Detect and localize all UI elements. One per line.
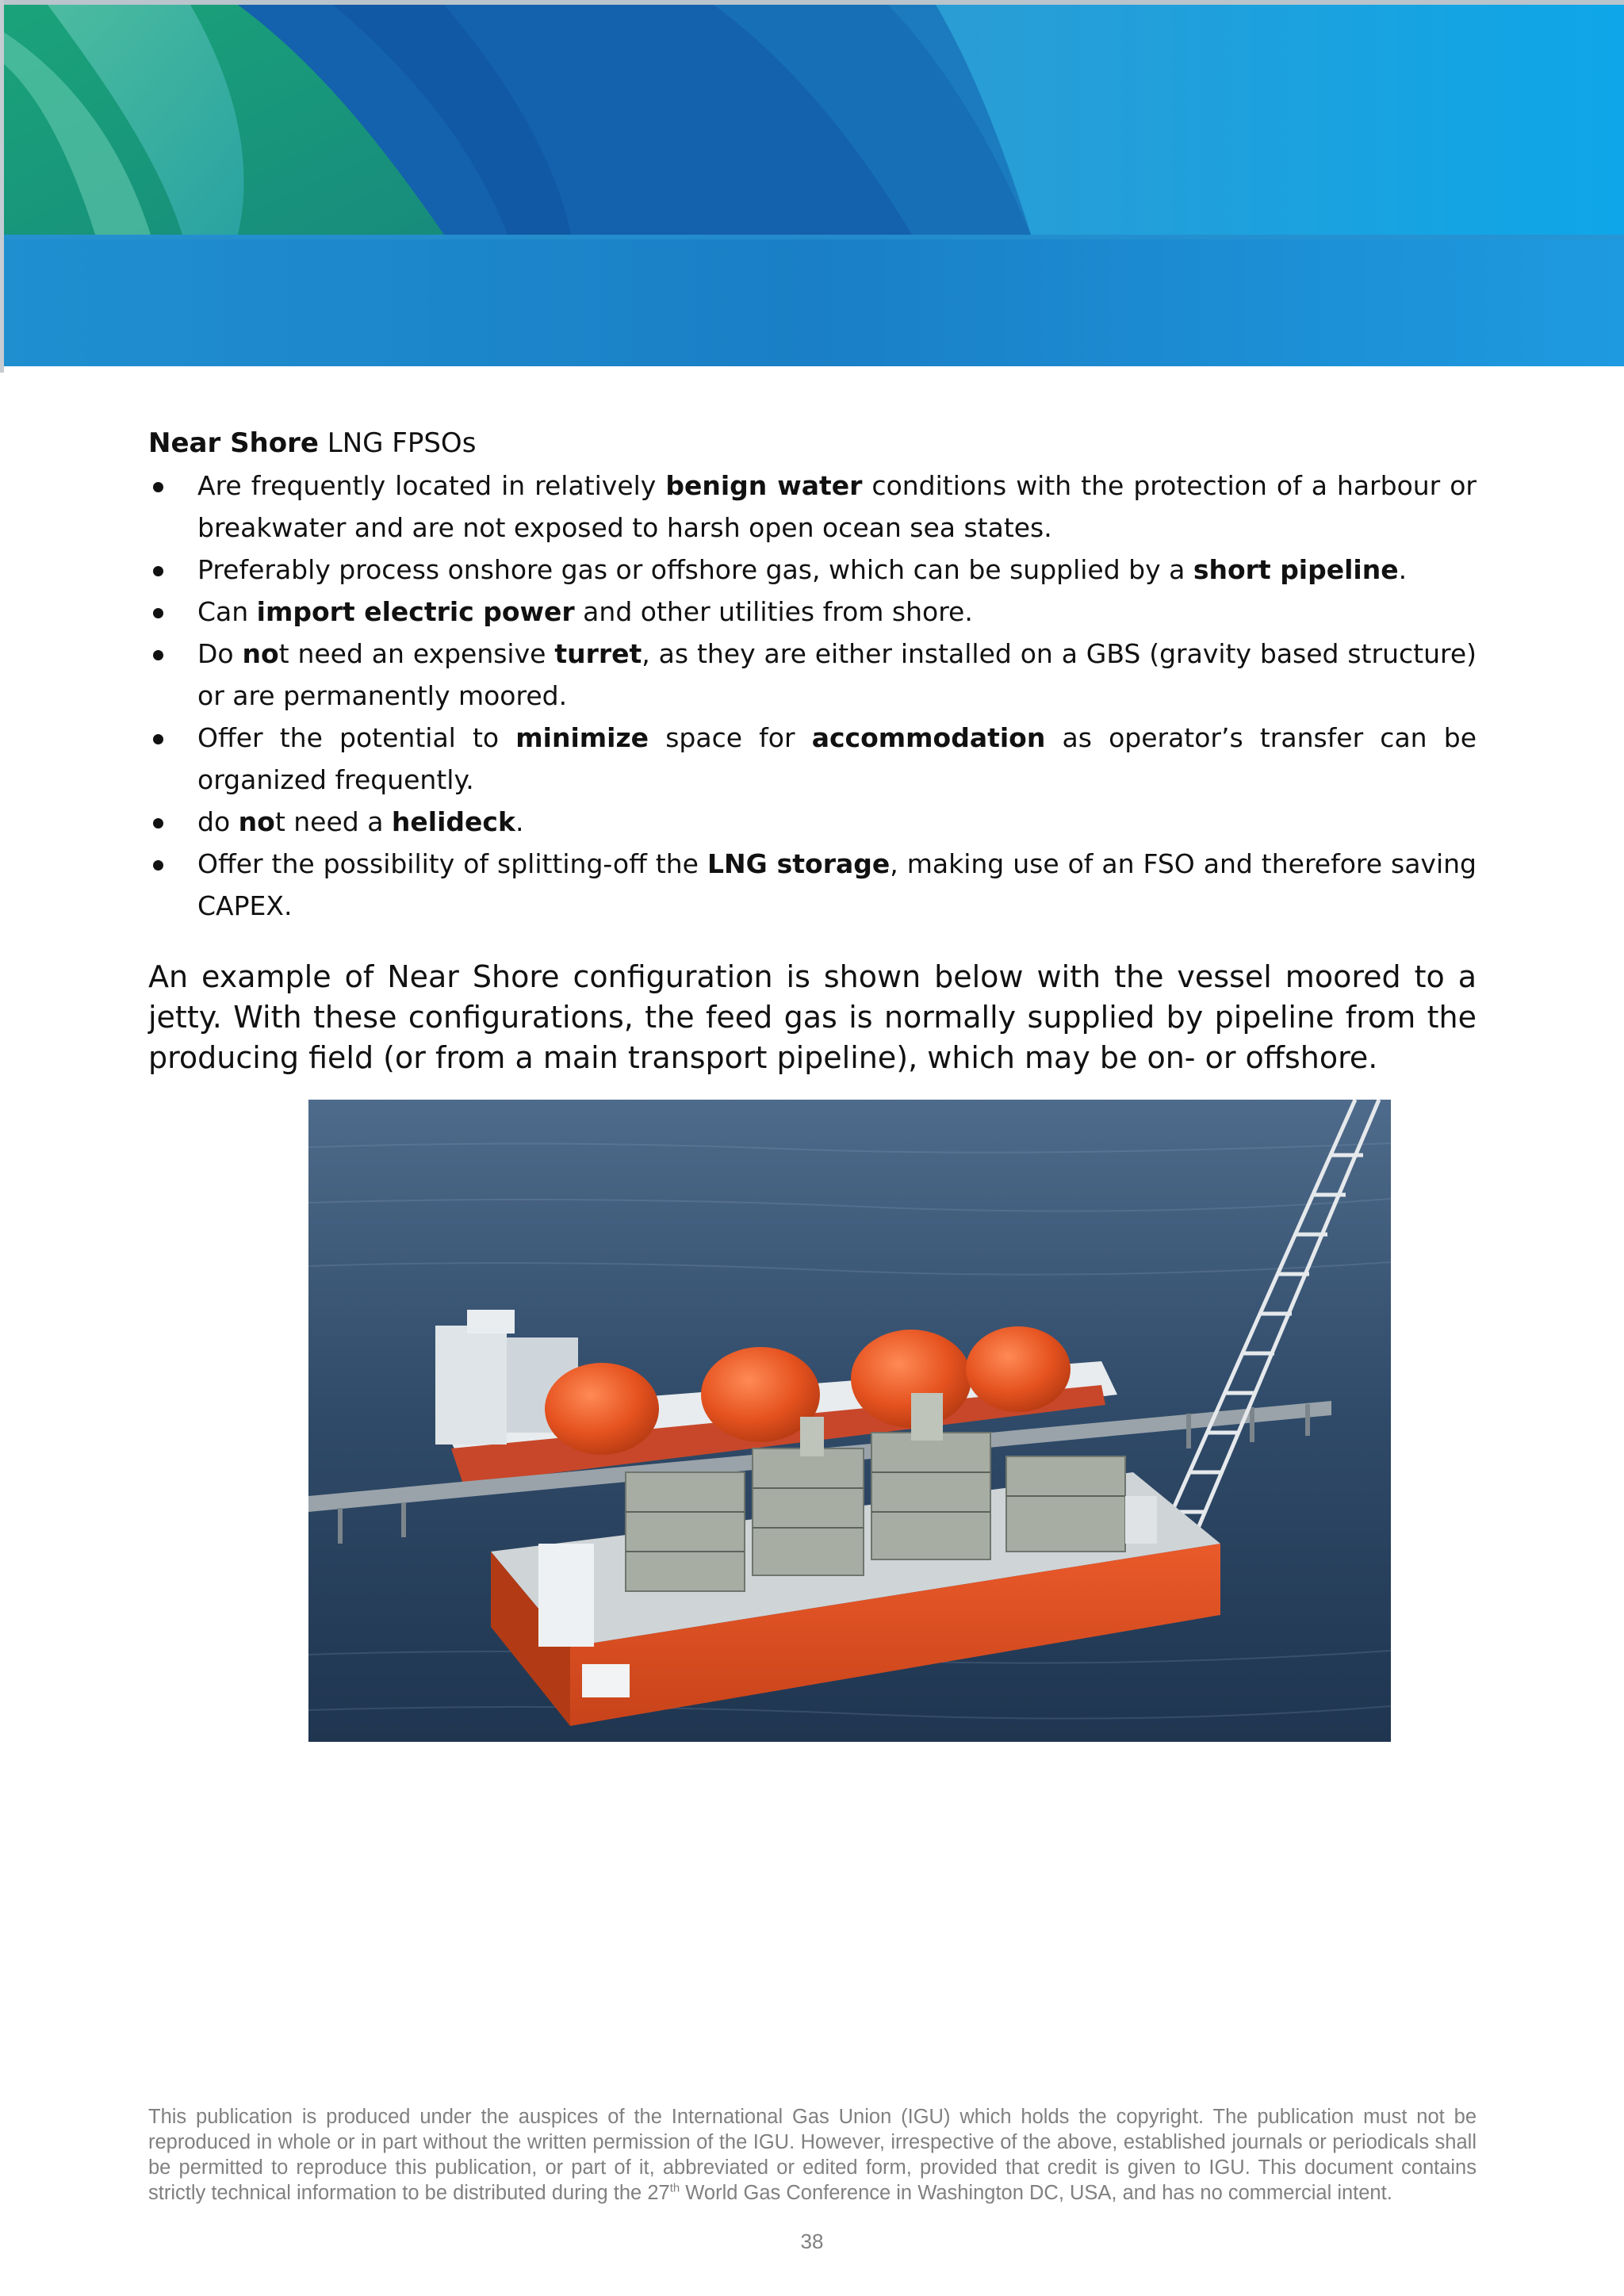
bullet-text: do xyxy=(197,806,239,837)
document-body xyxy=(148,422,1477,1108)
bullet-text: conditions with the protection of a harbour or breakwater and are not exposed to harsh open ocean sea states. xyxy=(197,470,1477,543)
bullet-dot-icon xyxy=(153,608,163,618)
bullet-text: Offer the possibility of splitting-off the xyxy=(197,848,707,879)
bullet-item xyxy=(148,717,1477,801)
bullet-bold-text: accommodation xyxy=(811,722,1046,753)
copyright-notice xyxy=(148,2104,1477,2206)
bullet-text: t need a xyxy=(274,806,392,837)
body-paragraph: An example of Near Shore configuration is shown below with the vessel moored to a jetty. With these configurations, the feed gas is normally supplied by pipeline from the producing field (or from a main transport pipeline), which may be on- or offshore. xyxy=(148,959,1477,1075)
bullet-dot-icon xyxy=(153,860,163,871)
bullet-item xyxy=(148,549,1477,591)
bullet-dot-icon xyxy=(153,566,163,576)
bullet-text: as operator’s transfer can be organized frequently. xyxy=(197,722,1477,795)
bullet-text: t need an expensive xyxy=(278,638,555,669)
header-banner xyxy=(0,0,1624,373)
bullet-item xyxy=(148,465,1477,549)
page-number: 38 xyxy=(800,2229,824,2253)
bullet-text: and other utilities from shore. xyxy=(574,596,973,627)
bullet-dot-icon xyxy=(153,650,163,660)
bullet-bold-text: no xyxy=(242,638,279,669)
section-heading-bold: Near Shore xyxy=(148,427,319,459)
bullet-text: . xyxy=(515,806,524,837)
bullet-dot-icon xyxy=(153,818,163,828)
bullet-bold-text: helideck xyxy=(391,806,515,837)
bullet-bold-text: minimize xyxy=(515,722,649,753)
bullet-text: , as they are either installed on a GBS (gravity based structure) or are permanently moored. xyxy=(197,638,1477,711)
bullet-list xyxy=(148,465,1477,927)
bullet-dot-icon xyxy=(153,482,163,492)
copyright-text-1: This publication is produced under the auspices of the International Gas Union (IGU) which holds the copyright. The publication must not be reproduced in whole or in part without the written permission of the IGU. However, irrespective of the above, established journals or periodicals shall be permitted to reproduce this publication, or part of it, abbreviated or edited form, provided that credit is given to IGU. This document contains strictly technical information to be distributed during the 27 xyxy=(148,2106,1477,2204)
bullet-bold-text: turret xyxy=(554,638,642,669)
bullet-text: Can xyxy=(197,596,257,627)
bullet-bold-text: LNG storage xyxy=(707,848,891,879)
bullet-text: Are frequently located in relatively xyxy=(197,470,666,501)
bullet-item xyxy=(148,801,1477,843)
bullet-text: space for xyxy=(649,722,812,753)
bullet-item xyxy=(148,591,1477,633)
section-heading xyxy=(148,422,1477,465)
bullet-bold-text: short pipeline xyxy=(1193,554,1399,585)
bullet-text: Offer the potential to xyxy=(197,722,516,753)
section-heading-rest: LNG FPSOs xyxy=(318,427,477,459)
bullet-text: . xyxy=(1398,554,1408,585)
bullet-dot-icon xyxy=(153,734,163,744)
bullet-bold-text: no xyxy=(238,806,275,837)
bullet-text: , making use of an FSO and therefore saving CAPEX. xyxy=(197,848,1477,921)
bullet-bold-text: benign water xyxy=(665,470,863,501)
copyright-superscript: th xyxy=(669,2181,680,2195)
bullet-text: Preferably process onshore gas or offshore gas, which can be supplied by a xyxy=(197,554,1193,585)
bullet-item xyxy=(148,633,1477,717)
bullet-text: Do xyxy=(197,638,243,669)
near-shore-fpso-photo xyxy=(308,1100,1391,1742)
copyright-text-2: World Gas Conference in Washington DC, USA, and has no commercial intent. xyxy=(680,2182,1392,2204)
bullet-item xyxy=(148,843,1477,927)
bullet-bold-text: import electric power xyxy=(256,596,575,627)
